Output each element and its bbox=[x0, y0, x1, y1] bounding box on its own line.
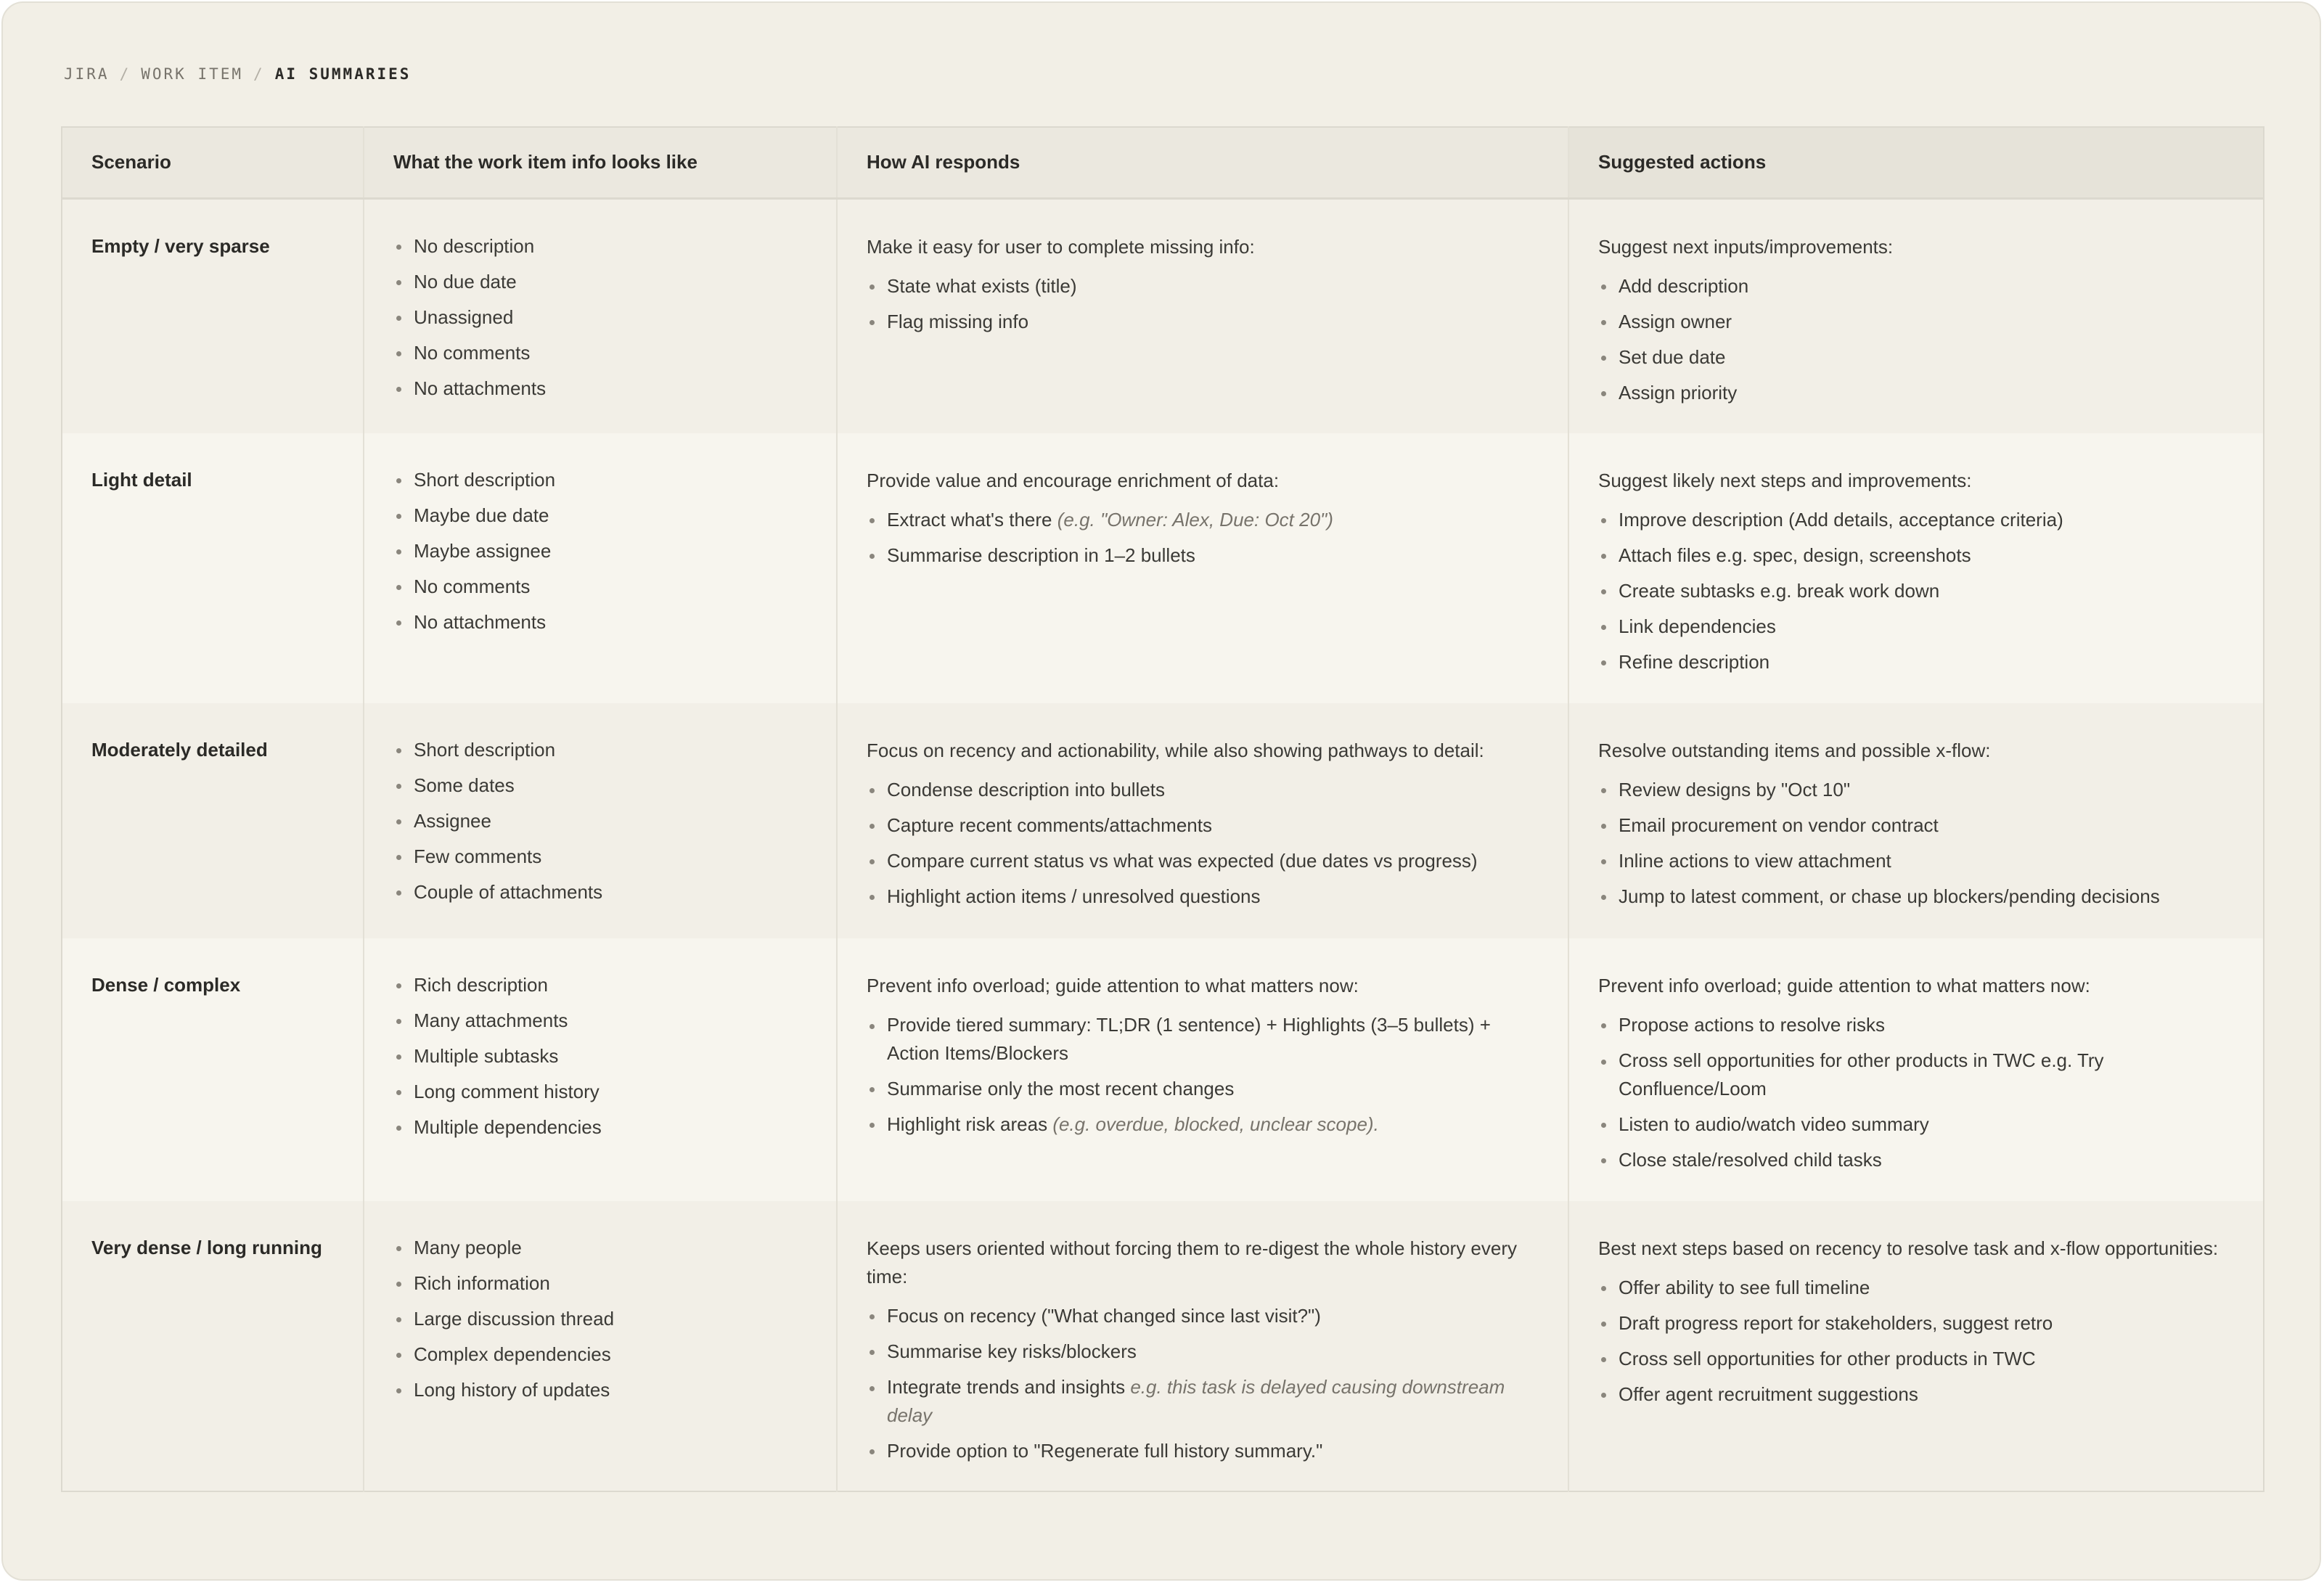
scenario-cell: Light detail bbox=[62, 433, 364, 703]
list-item: No attachments bbox=[393, 605, 807, 640]
list-item bbox=[867, 879, 1539, 914]
suggested-actions-cell bbox=[1568, 938, 2264, 1201]
suggested-actions-lead: Resolve outstanding items and possible x-flow: bbox=[1598, 740, 1991, 761]
list-item-text: Provide tiered summary: TL;DR (1 sentence) + Highlights (3–5 bullets) + Action Items/Blockers bbox=[887, 1014, 1491, 1064]
list-item: Maybe due date bbox=[393, 498, 807, 533]
column-header-ai-response: How AI responds bbox=[837, 127, 1568, 198]
ai-response-list bbox=[867, 502, 1539, 573]
ai-response-cell bbox=[837, 433, 1568, 703]
scenario-cell: Empty / very sparse bbox=[62, 198, 364, 433]
list-item: Long history of updates bbox=[393, 1372, 807, 1408]
ai-response-cell bbox=[837, 703, 1568, 938]
list-item: Many people bbox=[393, 1230, 807, 1266]
ai-response-list bbox=[867, 269, 1539, 340]
list-item bbox=[867, 772, 1539, 808]
list-item: Email procurement on vendor contract bbox=[1598, 808, 2234, 843]
scenario-cell: Very dense / long running bbox=[62, 1201, 364, 1491]
list-item-text: Condense description into bullets bbox=[887, 779, 1166, 800]
ai-response-cell bbox=[837, 1201, 1568, 1491]
breadcrumb-separator: / bbox=[119, 65, 131, 83]
list-item: Multiple dependencies bbox=[393, 1110, 807, 1145]
suggested-actions-list bbox=[1598, 772, 2234, 914]
breadcrumb bbox=[64, 65, 411, 83]
suggested-actions-lead: Suggest likely next steps and improvements: bbox=[1598, 470, 1972, 491]
column-header-info: What the work item info looks like bbox=[364, 127, 837, 198]
info-cell bbox=[364, 433, 837, 703]
ai-response-list bbox=[867, 1298, 1539, 1469]
breadcrumb-item-jira[interactable]: JIRA bbox=[64, 65, 110, 83]
list-item-text: Integrate trends and insights bbox=[887, 1376, 1131, 1398]
table-body bbox=[62, 198, 2264, 1491]
list-item bbox=[867, 1007, 1539, 1071]
list-item: Offer agent recruitment suggestions bbox=[1598, 1377, 2234, 1412]
list-item: Couple of attachments bbox=[393, 875, 807, 910]
list-item bbox=[867, 502, 1539, 538]
list-item: No description bbox=[393, 229, 807, 264]
list-item: Add description bbox=[1598, 269, 2234, 304]
table-row bbox=[62, 1201, 2264, 1491]
list-item: Improve description (Add details, acceptance criteria) bbox=[1598, 502, 2234, 538]
list-item bbox=[867, 1071, 1539, 1107]
list-item: Inline actions to view attachment bbox=[1598, 843, 2234, 879]
info-list bbox=[393, 229, 807, 406]
example-text: e.g. this task is delayed causing downstream delay bbox=[887, 1376, 1505, 1426]
list-item-text: Focus on recency ("What changed since last visit?") bbox=[887, 1305, 1321, 1327]
breadcrumb-item-current: AI SUMMARIES bbox=[274, 65, 412, 83]
list-item: Assign owner bbox=[1598, 304, 2234, 340]
ai-response-cell bbox=[837, 938, 1568, 1201]
list-item-text: Compare current status vs what was expected (due dates vs progress) bbox=[887, 850, 1478, 872]
list-item: Short description bbox=[393, 732, 807, 768]
list-item: Rich description bbox=[393, 967, 807, 1003]
info-cell bbox=[364, 1201, 837, 1491]
info-list bbox=[393, 732, 807, 910]
list-item: Create subtasks e.g. break work down bbox=[1598, 573, 2234, 609]
column-header-suggested-actions: Suggested actions bbox=[1568, 127, 2264, 198]
list-item: Close stale/resolved child tasks bbox=[1598, 1142, 2234, 1178]
list-item bbox=[867, 843, 1539, 879]
list-item bbox=[867, 1433, 1539, 1469]
list-item: No attachments bbox=[393, 371, 807, 406]
list-item bbox=[867, 304, 1539, 340]
ai-response-lead: Provide value and encourage enrichment of data: bbox=[867, 470, 1280, 491]
list-item bbox=[867, 1298, 1539, 1334]
table-header-row bbox=[62, 127, 2264, 198]
list-item: Cross sell opportunities for other products in TWC bbox=[1598, 1341, 2234, 1377]
list-item: Short description bbox=[393, 462, 807, 498]
list-item: Jump to latest comment, or chase up blockers/pending decisions bbox=[1598, 879, 2234, 914]
list-item: Draft progress report for stakeholders, suggest retro bbox=[1598, 1306, 2234, 1341]
list-item: Offer ability to see full timeline bbox=[1598, 1270, 2234, 1306]
list-item: Many attachments bbox=[393, 1003, 807, 1039]
list-item-text: State what exists (title) bbox=[887, 274, 1077, 297]
suggested-actions-lead: Prevent info overload; guide attention to what matters now: bbox=[1598, 975, 2090, 996]
list-item-text: Highlight action items / unresolved questions bbox=[887, 885, 1261, 907]
list-item: Multiple subtasks bbox=[393, 1039, 807, 1074]
suggested-actions-lead: Best next steps based on recency to resolve task and x-flow opportunities: bbox=[1598, 1237, 2219, 1259]
info-cell bbox=[364, 703, 837, 938]
list-item: Refine description bbox=[1598, 644, 2234, 680]
list-item: Rich information bbox=[393, 1266, 807, 1301]
suggested-actions-list bbox=[1598, 1007, 2234, 1178]
list-item: Assign priority bbox=[1598, 375, 2234, 411]
info-cell bbox=[364, 198, 837, 433]
suggested-actions-cell bbox=[1568, 1201, 2264, 1491]
suggested-actions-cell bbox=[1568, 433, 2264, 703]
table-row bbox=[62, 703, 2264, 938]
list-item: Unassigned bbox=[393, 300, 807, 335]
list-item-text: Summarise only the most recent changes bbox=[887, 1078, 1235, 1099]
list-item: Propose actions to resolve risks bbox=[1598, 1007, 2234, 1043]
example-text: (e.g. overdue, blocked, unclear scope). bbox=[1052, 1113, 1379, 1135]
list-item-text: Provide option to "Regenerate full history summary." bbox=[887, 1440, 1323, 1462]
list-item: Some dates bbox=[393, 768, 807, 803]
list-item bbox=[867, 269, 1539, 304]
scenario-cell: Dense / complex bbox=[62, 938, 364, 1201]
list-item: Few comments bbox=[393, 839, 807, 875]
table-row bbox=[62, 198, 2264, 433]
list-item bbox=[867, 538, 1539, 573]
ai-response-lead: Make it easy for user to complete missing info: bbox=[867, 235, 1255, 258]
list-item: Review designs by "Oct 10" bbox=[1598, 772, 2234, 808]
column-header-scenario: Scenario bbox=[62, 127, 364, 198]
ai-response-lead: Prevent info overload; guide attention to what matters now: bbox=[867, 975, 1359, 996]
list-item bbox=[867, 808, 1539, 843]
list-item: Cross sell opportunities for other products in TWC e.g. Try Confluence/Loom bbox=[1598, 1043, 2234, 1107]
table-row bbox=[62, 433, 2264, 703]
list-item: No comments bbox=[393, 335, 807, 371]
suggested-actions-list bbox=[1598, 1270, 2234, 1412]
info-list bbox=[393, 1230, 807, 1408]
list-item: Maybe assignee bbox=[393, 533, 807, 569]
suggested-actions-cell bbox=[1568, 198, 2264, 433]
ai-response-list bbox=[867, 1007, 1539, 1142]
scenario-cell: Moderately detailed bbox=[62, 703, 364, 938]
ai-response-list bbox=[867, 772, 1539, 914]
list-item: Listen to audio/watch video summary bbox=[1598, 1107, 2234, 1142]
list-item: Large discussion thread bbox=[393, 1301, 807, 1337]
list-item-text: Extract what's there bbox=[887, 509, 1057, 531]
list-item-text: Highlight risk areas bbox=[887, 1113, 1053, 1135]
ai-response-cell bbox=[837, 198, 1568, 433]
list-item: Long comment history bbox=[393, 1074, 807, 1110]
list-item bbox=[867, 1107, 1539, 1142]
list-item: No due date bbox=[393, 264, 807, 300]
breadcrumb-item-work-item[interactable]: WORK ITEM bbox=[141, 65, 244, 83]
ai-summaries-table bbox=[61, 126, 2264, 1492]
list-item-text: Flag missing info bbox=[887, 310, 1029, 332]
info-list bbox=[393, 462, 807, 640]
breadcrumb-separator: / bbox=[253, 65, 265, 83]
example-text: (e.g. "Owner: Alex, Due: Oct 20") bbox=[1057, 509, 1333, 531]
info-list bbox=[393, 967, 807, 1145]
list-item: Link dependencies bbox=[1598, 609, 2234, 644]
list-item: Assignee bbox=[393, 803, 807, 839]
list-item: Set due date bbox=[1598, 340, 2234, 375]
list-item: Complex dependencies bbox=[393, 1337, 807, 1372]
list-item: Attach files e.g. spec, design, screenshots bbox=[1598, 538, 2234, 573]
list-item-text: Summarise description in 1–2 bullets bbox=[887, 544, 1195, 566]
suggested-actions-list bbox=[1598, 269, 2234, 411]
suggested-actions-cell bbox=[1568, 703, 2264, 938]
suggested-actions-lead: Suggest next inputs/improvements: bbox=[1598, 235, 1894, 258]
list-item: No comments bbox=[393, 569, 807, 605]
table-row bbox=[62, 938, 2264, 1201]
ai-response-lead: Keeps users oriented without forcing them to re-digest the whole history every time: bbox=[867, 1237, 1518, 1287]
list-item-text: Summarise key risks/blockers bbox=[887, 1340, 1137, 1362]
list-item bbox=[867, 1334, 1539, 1369]
list-item bbox=[867, 1369, 1539, 1433]
list-item-text: Capture recent comments/attachments bbox=[887, 814, 1212, 836]
suggested-actions-list bbox=[1598, 502, 2234, 680]
info-cell bbox=[364, 938, 837, 1201]
ai-response-lead: Focus on recency and actionability, while also showing pathways to detail: bbox=[867, 740, 1484, 761]
